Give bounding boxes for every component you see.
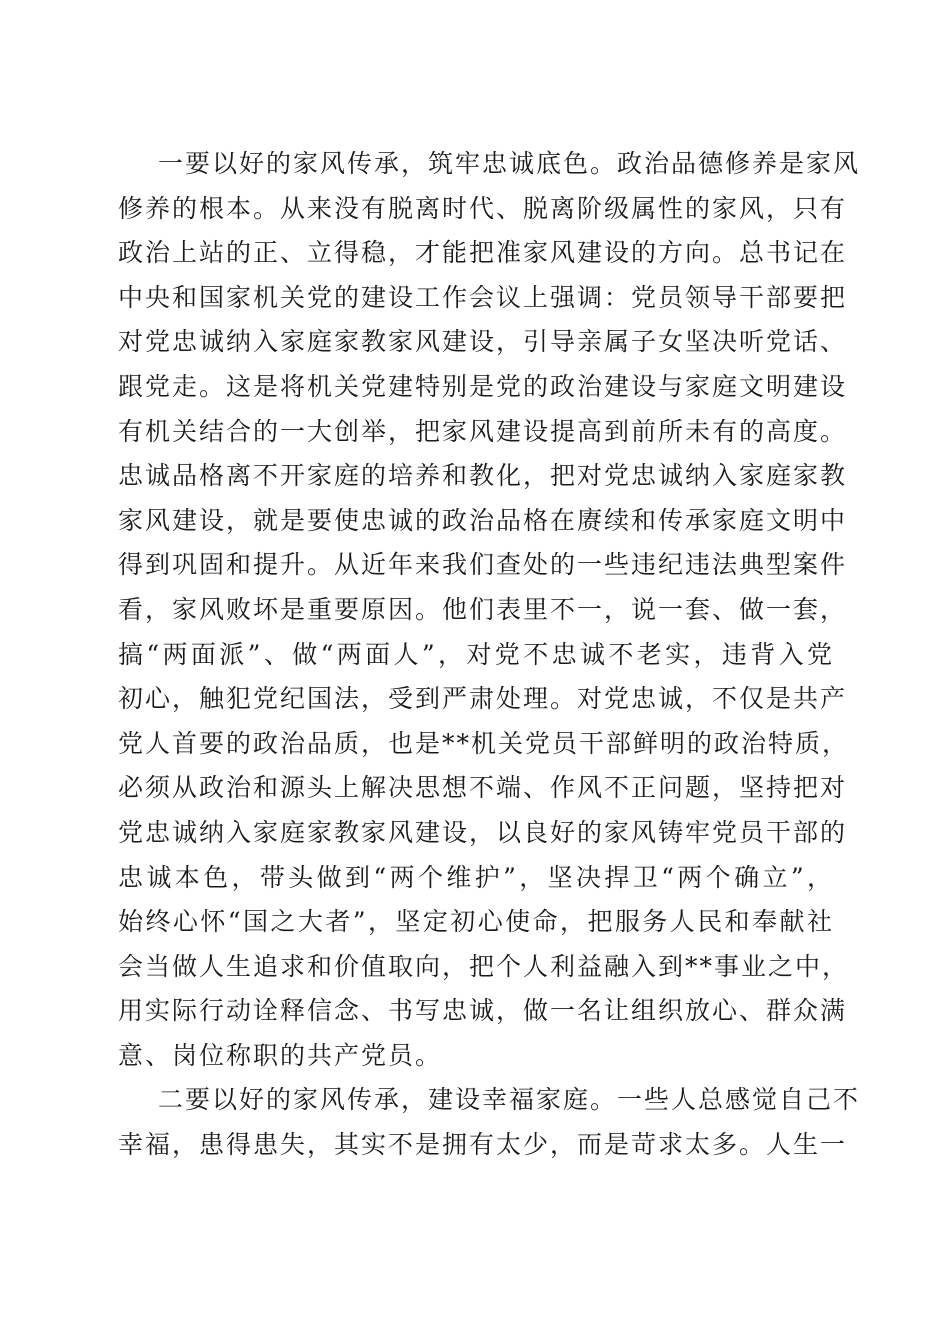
text-line: 忠诚品格离不开家庭的培养和教化，把对党忠诚纳入家庭家教 <box>118 461 848 491</box>
paragraph-1 <box>118 142 861 1078</box>
text-line: 得到巩固和提升。从近年来我们查处的一些违纪违法典型案件 <box>118 550 848 580</box>
text-line: 意、岗位称职的共产党员。 <box>118 1040 443 1070</box>
text-line: 政治上站的正、立得稳，才能把准家风建设的方向。总书记在 <box>118 238 848 268</box>
text-line: 一要以好的家风传承，筑牢忠诚底色。政治品德修养是家风 <box>158 149 861 178</box>
body-text <box>118 142 861 1168</box>
paragraph-2 <box>118 1078 861 1167</box>
text-line: 对党忠诚纳入家庭家教家风建设，引导亲属子女坚决听党话、 <box>118 327 848 357</box>
text-line: 忠诚本色，带头做到“两个维护”，坚决捍卫“两个确立”， <box>118 862 834 892</box>
text-line: 必须从政治和源头上解决思想不端、作风不正问题，坚持把对 <box>118 773 848 803</box>
text-line: 搞“两面派”、做“两面人”，对党不忠诚不老实，违背入党 <box>118 639 834 669</box>
text-line: 家风建设，就是要使忠诚的政治品格在赓续和传承家庭文明中 <box>118 505 848 535</box>
text-line: 党忠诚纳入家庭家教家风建设，以良好的家风铸牢党员干部的 <box>118 817 848 847</box>
text-line: 中央和国家机关党的建设工作会议上强调：党员领导干部要把 <box>118 282 848 312</box>
text-line: 跟党走。这是将机关党建特别是党的政治建设与家庭文明建设 <box>118 371 848 401</box>
text-line: 二要以好的家风传承，建设幸福家庭。一些人总感觉自己不 <box>158 1085 861 1115</box>
text-line: 有机关结合的一大创举，把家风建设提高到前所未有的高度。 <box>118 416 848 446</box>
text-line: 始终心怀“国之大者”，坚定初心使命，把服务人民和奉献社 <box>118 907 834 937</box>
text-line: 幸福，患得患失，其实不是拥有太少，而是苛求太多。人生一 <box>118 1130 848 1160</box>
text-line: 初心，触犯党纪国法，受到严肃处理。对党忠诚，不仅是共产 <box>118 684 848 714</box>
text-line: 修养的根本。从来没有脱离时代、脱离阶级属性的家风，只有 <box>118 193 848 223</box>
text-line: 看，家风败坏是重要原因。他们表里不一，说一套、做一套， <box>118 594 848 624</box>
text-line: 用实际行动诠释信念、书写忠诚，做一名让组织放心、群众满 <box>118 996 848 1026</box>
text-line: 会当做人生追求和价值取向，把个人利益融入到**事业之中， <box>118 951 850 981</box>
text-line: 党人首要的政治品质，也是**机关党员干部鲜明的政治特质， <box>118 728 850 758</box>
